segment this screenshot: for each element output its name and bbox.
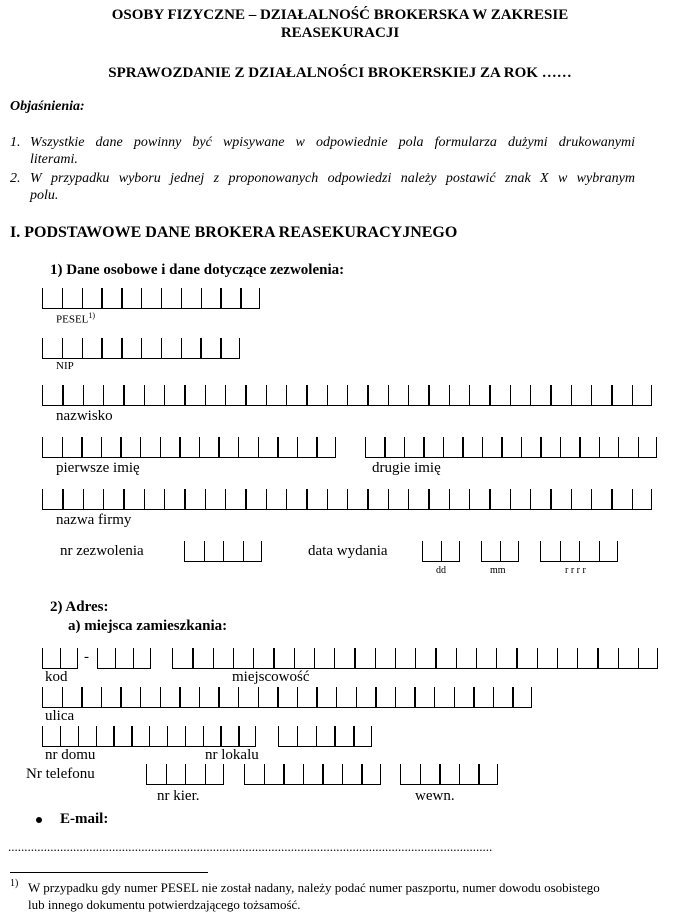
note-1-number: 1.: [10, 135, 21, 150]
char-box-divider: [591, 385, 592, 405]
char-box-divider: [42, 648, 43, 668]
char-box-divider: [133, 648, 134, 668]
char-box-divider: [218, 687, 219, 707]
char-box-divider: [428, 385, 429, 405]
char-box-divider: [103, 385, 104, 405]
postal-code-dash: -: [84, 649, 89, 665]
char-box-divider: [60, 648, 61, 668]
first-name-label: pierwsze imię: [56, 460, 140, 476]
char-box-divider: [388, 385, 389, 405]
footnote-divider: [10, 872, 208, 873]
nip-label: NIP: [56, 360, 74, 372]
char-box-divider: [131, 726, 132, 746]
issue-date-label: data wydania: [308, 543, 388, 559]
char-box-divider: [160, 437, 161, 457]
char-box-divider: [473, 687, 474, 707]
char-box-divider: [531, 687, 532, 707]
char-box-divider: [115, 648, 116, 668]
house-number-label: nr domu: [45, 747, 96, 763]
char-box-divider: [113, 726, 114, 746]
char-box-divider: [203, 726, 204, 746]
char-box-divider: [599, 541, 600, 561]
note-1-line1: Wszystkie dane powinny być wpisywane w odpowiednie pola formularza dużymi drukowanymi: [30, 135, 635, 150]
char-box-divider: [443, 437, 444, 457]
char-box-divider: [259, 288, 260, 308]
char-box-divider: [286, 385, 287, 405]
char-box-divider: [347, 385, 348, 405]
char-box-divider: [264, 764, 265, 784]
footnote-line1: W przypadku gdy numer PESEL nie został nadany, należy podać numer paszportu, numer dowodu osobistego: [28, 880, 600, 895]
char-box-divider: [322, 764, 323, 784]
char-box-divider: [456, 648, 457, 668]
char-box-divider: [199, 687, 200, 707]
char-box-divider: [428, 489, 429, 509]
char-box-divider: [245, 385, 246, 405]
char-box-divider: [395, 687, 396, 707]
char-box-divider: [423, 437, 424, 457]
char-box-divider: [496, 648, 497, 668]
email-dotted-line[interactable]: .....................................................................................................................................................: [8, 840, 493, 853]
phone-area-code-field[interactable]: [146, 764, 224, 785]
char-box-divider: [204, 541, 205, 561]
nip-field[interactable]: [42, 338, 240, 359]
char-box-divider: [205, 385, 206, 405]
char-box-divider: [361, 764, 362, 784]
char-box-divider: [233, 648, 234, 668]
char-box-divider: [449, 489, 450, 509]
char-box-divider: [571, 385, 572, 405]
char-box-divider: [238, 437, 239, 457]
char-box-divider: [164, 385, 165, 405]
char-box-divider: [500, 541, 501, 561]
char-box-divider: [384, 437, 385, 457]
char-box-divider: [314, 648, 315, 668]
char-box-divider: [459, 764, 460, 784]
char-box-divider: [243, 541, 244, 561]
char-box-divider: [144, 489, 145, 509]
char-box-divider: [121, 338, 122, 358]
char-box-divider: [579, 437, 580, 457]
char-box-divider: [334, 726, 335, 746]
section-1-heading: I. PODSTAWOWE DANE BROKERA REASEKURACYJNEGO: [10, 224, 458, 241]
char-box-divider: [638, 437, 639, 457]
char-box-divider: [238, 687, 239, 707]
char-box-divider: [510, 489, 511, 509]
char-box-divider: [297, 687, 298, 707]
char-box-divider: [335, 437, 336, 457]
char-box-divider: [577, 648, 578, 668]
char-box-divider: [240, 288, 241, 308]
char-box-divider: [501, 437, 502, 457]
char-box-divider: [512, 687, 513, 707]
char-box-divider: [123, 385, 124, 405]
char-box-divider: [521, 437, 522, 457]
personal-data-subheading: 1) Dane osobowe i dane dotyczące zezwolenia:: [50, 262, 345, 278]
char-box-divider: [218, 437, 219, 457]
char-box-divider: [62, 687, 63, 707]
char-box-divider: [181, 338, 182, 358]
char-box-divider: [244, 764, 245, 784]
char-box-divider: [101, 437, 102, 457]
char-box-divider: [481, 541, 482, 561]
char-box-divider: [334, 648, 335, 668]
char-box-divider: [651, 489, 652, 509]
char-box-divider: [611, 489, 612, 509]
char-box-divider: [278, 726, 279, 746]
char-box-divider: [617, 541, 618, 561]
char-box-divider: [141, 338, 142, 358]
char-box-divider: [161, 338, 162, 358]
char-box-divider: [404, 437, 405, 457]
note-2-line1: W przypadku wyboru jednej z proponowanych odpowiedzi należy postawić znak X w wybranym: [30, 171, 635, 186]
day-label: dd: [436, 565, 446, 576]
char-box-divider: [266, 489, 267, 509]
char-box-divider: [462, 437, 463, 457]
email-label: E-mail:: [60, 811, 109, 827]
char-box-divider: [327, 489, 328, 509]
char-box-divider: [62, 489, 63, 509]
char-box-divider: [557, 648, 558, 668]
char-box-divider: [375, 648, 376, 668]
char-box-divider: [220, 726, 221, 746]
char-box-divider: [449, 385, 450, 405]
char-box-divider: [414, 687, 415, 707]
char-box-divider: [327, 385, 328, 405]
char-box-divider: [560, 437, 561, 457]
char-box-divider: [140, 437, 141, 457]
char-box-divider: [78, 726, 79, 746]
char-box-divider: [42, 437, 43, 457]
form-title-line1: OSOBY FIZYCZNE – DZIAŁALNOŚĆ BROKERSKA W ZAKRESIE: [111, 7, 569, 23]
char-box-divider: [469, 489, 470, 509]
char-box-divider: [200, 338, 201, 358]
char-box-divider: [560, 541, 561, 561]
char-box-divider: [550, 385, 551, 405]
char-box-divider: [408, 385, 409, 405]
char-box-divider: [103, 489, 104, 509]
char-box-divider: [62, 338, 63, 358]
char-box-divider: [371, 726, 372, 746]
char-box-divider: [420, 764, 421, 784]
residence-subheading: a) miejsca zamieszkania:: [68, 618, 228, 634]
char-box-divider: [184, 385, 185, 405]
year-label: r r r r: [565, 565, 586, 576]
char-box-divider: [516, 648, 517, 668]
notes-heading: Objaśnienia:: [10, 99, 85, 114]
char-box-divider: [167, 726, 168, 746]
flat-number-label: nr lokalu: [205, 747, 259, 763]
char-box-divider: [123, 489, 124, 509]
note-1-line2: literami.: [30, 152, 78, 167]
char-box-divider: [303, 764, 304, 784]
char-box-divider: [225, 385, 226, 405]
char-box-divider: [400, 764, 401, 784]
char-box-divider: [245, 489, 246, 509]
surname-label: nazwisko: [56, 408, 113, 424]
char-box-divider: [62, 385, 63, 405]
char-box-divider: [530, 385, 531, 405]
char-box-divider: [42, 489, 43, 509]
char-box-divider: [353, 726, 354, 746]
char-box-divider: [530, 489, 531, 509]
char-box-divider: [172, 648, 173, 668]
area-code-label: nr kier.: [157, 788, 200, 804]
char-box-divider: [395, 648, 396, 668]
char-box-divider: [140, 687, 141, 707]
char-box-divider: [83, 489, 84, 509]
char-box-divider: [638, 648, 639, 668]
char-box-divider: [258, 687, 259, 707]
char-box-divider: [205, 764, 206, 784]
char-box-divider: [146, 764, 147, 784]
char-box-divider: [286, 489, 287, 509]
char-box-divider: [273, 648, 274, 668]
char-box-divider: [347, 489, 348, 509]
report-subtitle: SPRAWOZDANIE Z DZIAŁALNOŚCI BROKERSKIEJ ZA ROK ……: [108, 65, 572, 81]
char-box-divider: [141, 288, 142, 308]
char-box-divider: [181, 288, 182, 308]
char-box-divider: [632, 489, 633, 509]
char-box-divider: [482, 437, 483, 457]
char-box-divider: [81, 437, 82, 457]
char-box-divider: [179, 437, 180, 457]
char-box-divider: [356, 687, 357, 707]
char-box-divider: [42, 726, 43, 746]
pesel-field[interactable]: [42, 288, 260, 309]
char-box-divider: [97, 648, 98, 668]
char-box-divider: [435, 648, 436, 668]
char-box-divider: [380, 764, 381, 784]
char-box-divider: [306, 385, 307, 405]
company-name-label: nazwa firmy: [56, 512, 132, 528]
footnote-line2: lub innego dokumentu potwierdzającego tożsamość.: [28, 897, 301, 912]
char-box-divider: [83, 385, 84, 405]
char-box-divider: [489, 385, 490, 405]
char-box-divider: [166, 764, 167, 784]
char-box-divider: [571, 489, 572, 509]
note-2-line2: polu.: [30, 188, 59, 203]
char-box-divider: [77, 648, 78, 668]
char-box-divider: [283, 764, 284, 784]
house-number-field[interactable]: [42, 726, 256, 747]
char-box-divider: [184, 489, 185, 509]
char-box-divider: [42, 338, 43, 358]
surname-field[interactable]: [42, 385, 652, 406]
postal-code-label: kod: [45, 669, 68, 685]
char-box-divider: [367, 489, 368, 509]
char-box-divider: [161, 288, 162, 308]
char-box-divider: [493, 687, 494, 707]
char-box-divider: [225, 489, 226, 509]
phone-label: Nr telefonu: [26, 766, 95, 782]
char-box-divider: [375, 687, 376, 707]
char-box-divider: [42, 687, 43, 707]
char-box-divider: [365, 437, 366, 457]
char-box-divider: [632, 385, 633, 405]
char-box-divider: [201, 288, 202, 308]
char-box-divider: [306, 489, 307, 509]
char-box-divider: [82, 288, 83, 308]
char-box-divider: [101, 687, 102, 707]
char-box-divider: [150, 648, 151, 668]
char-box-divider: [101, 288, 102, 308]
char-box-divider: [297, 437, 298, 457]
char-box-divider: [656, 437, 657, 457]
char-box-divider: [388, 489, 389, 509]
char-box-divider: [184, 541, 185, 561]
note-2-number: 2.: [10, 171, 21, 186]
char-box-divider: [367, 385, 368, 405]
extension-label: wewn.: [415, 788, 455, 804]
char-box-divider: [255, 726, 256, 746]
char-box-divider: [579, 541, 580, 561]
char-box-divider: [120, 437, 121, 457]
char-box-divider: [415, 648, 416, 668]
char-box-divider: [497, 764, 498, 784]
char-box-divider: [489, 489, 490, 509]
char-box-divider: [223, 764, 224, 784]
permit-number-label: nr zezwolenia: [60, 543, 144, 559]
char-box-divider: [213, 648, 214, 668]
char-box-divider: [199, 437, 200, 457]
char-box-divider: [220, 338, 221, 358]
char-box-divider: [62, 437, 63, 457]
char-box-divider: [253, 648, 254, 668]
char-box-divider: [422, 541, 423, 561]
footnote-mark: 1): [10, 878, 19, 889]
char-box-divider: [62, 288, 63, 308]
char-box-divider: [160, 687, 161, 707]
char-box-divider: [101, 338, 102, 358]
char-box-divider: [540, 541, 541, 561]
char-box-divider: [454, 687, 455, 707]
second-name-field[interactable]: [365, 437, 657, 458]
char-box-divider: [239, 338, 240, 358]
char-box-divider: [294, 648, 295, 668]
char-box-divider: [238, 726, 239, 746]
char-box-divider: [96, 726, 97, 746]
char-box-divider: [258, 437, 259, 457]
char-box-divider: [297, 726, 298, 746]
char-box-divider: [657, 648, 658, 668]
char-box-divider: [550, 489, 551, 509]
char-box-divider: [469, 385, 470, 405]
email-bullet: [36, 817, 42, 823]
char-box-divider: [408, 489, 409, 509]
char-box-divider: [261, 541, 262, 561]
char-box-divider: [510, 385, 511, 405]
char-box-divider: [120, 687, 121, 707]
pesel-label: PESEL$^{1)}$: [56, 311, 96, 326]
char-box-divider: [441, 541, 442, 561]
phone-extension-field[interactable]: [400, 764, 498, 785]
city-field[interactable]: [172, 648, 658, 669]
char-box-divider: [537, 648, 538, 668]
char-box-divider: [81, 687, 82, 707]
flat-number-field[interactable]: [278, 726, 372, 747]
char-box-divider: [439, 764, 440, 784]
second-name-label: drugie imię: [372, 460, 441, 476]
char-box-divider: [591, 489, 592, 509]
phone-number-field[interactable]: [244, 764, 381, 785]
char-box-divider: [611, 385, 612, 405]
char-box-divider: [121, 288, 122, 308]
char-box-divider: [82, 338, 83, 358]
char-box-divider: [316, 437, 317, 457]
address-heading: 2) Adres:: [50, 599, 109, 615]
postal-code-part1-field[interactable]: [42, 648, 78, 669]
permit-number-field[interactable]: [184, 541, 262, 562]
char-box-divider: [336, 687, 337, 707]
city-label: miejscowość: [232, 669, 310, 685]
char-box-divider: [277, 437, 278, 457]
char-box-divider: [220, 288, 221, 308]
first-name-field[interactable]: [42, 437, 336, 458]
char-box-divider: [179, 687, 180, 707]
char-box-divider: [266, 385, 267, 405]
postal-code-part2-field[interactable]: [97, 648, 151, 669]
char-box-divider: [205, 489, 206, 509]
char-box-divider: [354, 648, 355, 668]
char-box-divider: [459, 541, 460, 561]
street-field[interactable]: [42, 687, 532, 708]
char-box-divider: [316, 726, 317, 746]
char-box-divider: [60, 726, 61, 746]
char-box-divider: [223, 541, 224, 561]
char-box-divider: [144, 385, 145, 405]
char-box-divider: [618, 648, 619, 668]
char-box-divider: [540, 437, 541, 457]
company-name-field[interactable]: [42, 489, 652, 510]
char-box-divider: [599, 437, 600, 457]
char-box-divider: [518, 541, 519, 561]
issue-day-field[interactable]: [422, 541, 460, 562]
char-box-divider: [316, 687, 317, 707]
char-box-divider: [277, 687, 278, 707]
char-box-divider: [597, 648, 598, 668]
char-box-divider: [42, 288, 43, 308]
form-title-line2: REASEKURACJI: [280, 25, 400, 41]
char-box-divider: [192, 648, 193, 668]
char-box-divider: [476, 648, 477, 668]
street-label: ulica: [45, 708, 75, 724]
char-box-divider: [164, 489, 165, 509]
char-box-divider: [185, 764, 186, 784]
month-label: mm: [490, 565, 506, 576]
char-box-divider: [434, 687, 435, 707]
issue-month-field[interactable]: [481, 541, 519, 562]
char-box-divider: [342, 764, 343, 784]
char-box-divider: [149, 726, 150, 746]
char-box-divider: [651, 385, 652, 405]
char-box-divider: [478, 764, 479, 784]
issue-year-field[interactable]: [540, 541, 618, 562]
char-box-divider: [42, 385, 43, 405]
char-box-divider: [618, 437, 619, 457]
char-box-divider: [185, 726, 186, 746]
